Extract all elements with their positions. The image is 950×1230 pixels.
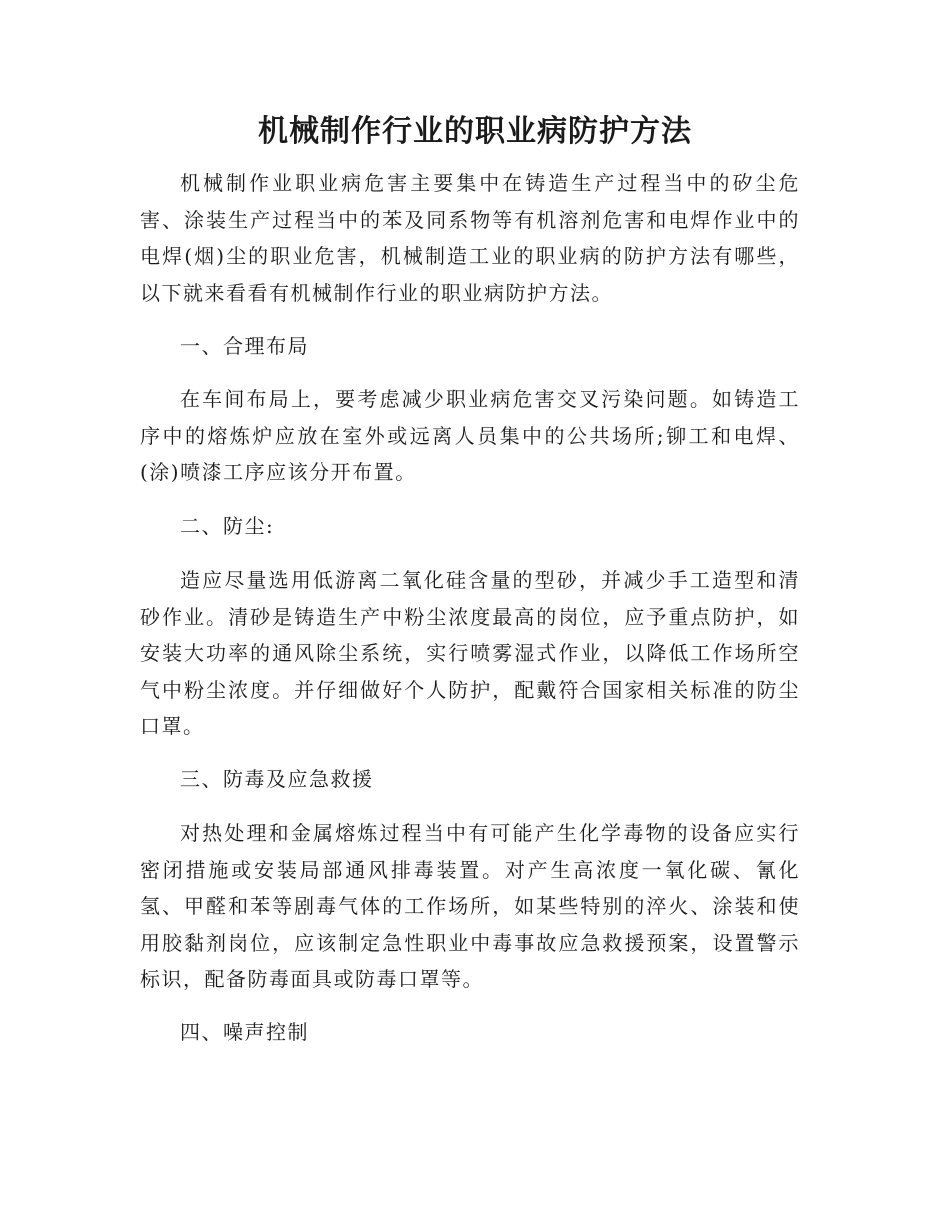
section-body-dust: 造应尽量选用低游离二氧化硅含量的型砂，并减少手工造型和清砂作业。清砂是铸造生产中粉尘浓度最高的岗位，应予重点防护，如安装大功率的通风除尘系统，实行喷雾湿式作业，以降低工作场所空气中粉尘浓度。并仔细做好个人防护，配戴符合国家相关标准的防尘口罩。 <box>140 568 800 738</box>
section-heading-dust: 二、防尘: <box>180 514 275 538</box>
section-heading-poison: 三、防毒及应急救援 <box>180 767 374 791</box>
intro-paragraph: 机械制作业职业病危害主要集中在铸造生产过程当中的矽尘危害、涂装生产过程当中的苯及同系物等有机溶剂危害和电焊作业中的电焊(烟)尘的职业危害，机械制造工业的职业病的防护方法有哪些，以下就来看看有机械制作行业的职业病防护方法。 <box>140 171 800 305</box>
section-heading-layout: 一、合理布局 <box>180 334 309 358</box>
section-body-layout: 在车间布局上，要考虑减少职业病危害交叉污染问题。如铸造工序中的熔炼炉应放在室外或远离人员集中的公共场所;铆工和电焊、(涂)喷漆工序应该分开布置。 <box>140 387 800 484</box>
section-heading-noise: 四、噪声控制 <box>180 1020 309 1044</box>
section-body-poison: 对热处理和金属熔炼过程当中有可能产生化学毒物的设备应实行密闭措施或安装局部通风排毒装置。对产生高浓度一氧化碳、氰化氢、甲醛和苯等剧毒气体的工作场所，如某些特别的淬火、涂装和使用胶黏剂岗位，应该制定急性职业中毒事故应急救援预案，设置警示标识，配备防毒面具或防毒口罩等。 <box>140 821 800 991</box>
document-title: 机械制作行业的职业病防护方法 <box>258 114 692 149</box>
